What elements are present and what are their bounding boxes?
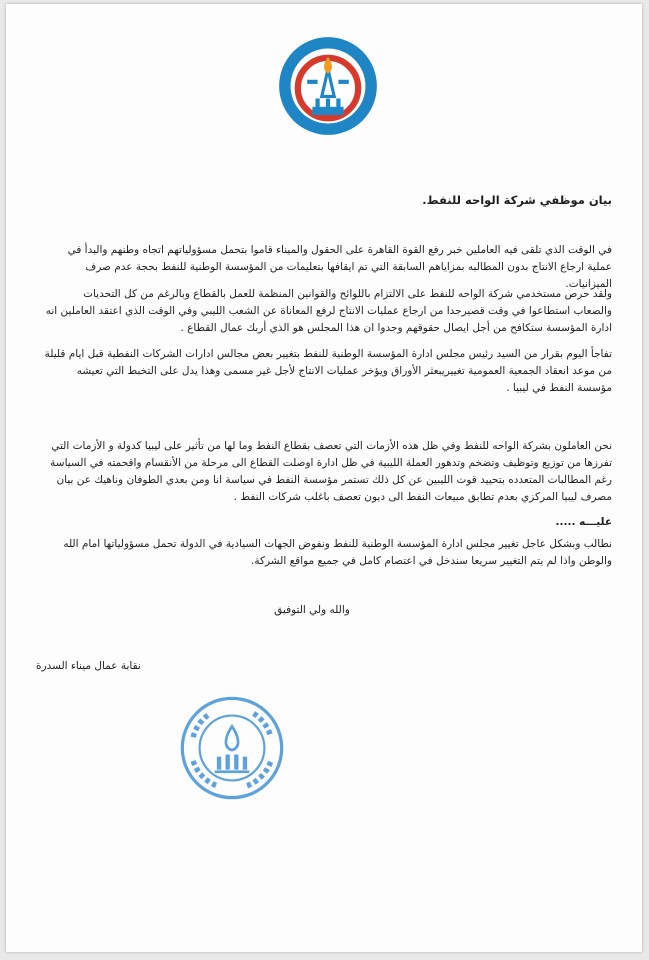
stamp-seal-icon bbox=[178, 694, 286, 802]
paragraph-4: نحن العاملون بشركة الواحه للنفط وفي ظل هذه الأزمات التي تعصف بقطاع النفط وما لها من تأثير على ليبيا كدولة و الأزمات التي تفرزها من توزيع وتوظيف وتضخم وتدهور العملة الليبية في ظل ادارة اوصلت القطاع الى مرحلة من الأنقسام واقحمته في السياسة رغم المطالبات المتعدده بتحييد قوت الليبين عن كل ذلك تستمر مؤسسة النفط في سياسة انا ومن بعدي الطوفان وناهيك عن بيان مصرف ليبيا المركزي بعدم تطابق مبيعات النفط الى ديون تعصف باغلب شركات النفط . bbox=[50, 440, 612, 503]
closing-phrase: والله ولي التوفيق bbox=[274, 604, 350, 616]
signature-line: نقابة عمال ميناء السدرة bbox=[36, 660, 141, 672]
document-page bbox=[6, 4, 642, 952]
therefore-heading: عليـــه ..... bbox=[555, 516, 612, 528]
demand-paragraph: نطالب وبشكل عاجل تغيير مجلس ادارة المؤسسة الوطنية للنفط ونفوض الجهات السيادية في الدولة تحمل مسؤولياتها امام الله والوطن واذا لم يتم التغيير سريعا سندخل في اعتصام كامل في جميع مواقع الشركة. bbox=[63, 538, 612, 567]
union-stamp bbox=[178, 694, 286, 802]
paragraph-2: ولقد حرص مستخدمي شركة الواحه للنفط على الالتزام باللوائح والقوانين المنظمة للعمل بالقطاع وبالرغم من كل التحديات والصعاب استطاعوا في وقت قصيرجدا من ارجاع عمليات الانتاج لرفع المعاناة عن الشعب الليبي وفي الوقت الذي اعتقد العاملين انه ادارة المؤسسة ستكافح من أجل ايصال حقوقهم وجدوا ان هذا المجلس هو الذي أربك عمال القطاع . bbox=[45, 288, 612, 334]
company-logo bbox=[276, 34, 380, 138]
paragraph-3: تفاجأ اليوم بقرار من السيد رئيس مجلس ادارة المؤسسة الوطنية للنفط بتغيير بعض مجالس ادارات الشركات النفطية قبل ايام قليلة من موعد انعقاد الجمعية العمومية تغييريبعثر الأوراق ويؤخر عمليات الانتاج لأجل غير مسمى وهذا يدل على التخبط التي تعيشه مؤسسة النفط في ليبيا . bbox=[44, 348, 612, 394]
oil-company-emblem-icon bbox=[276, 34, 380, 138]
document-title: بيان موظفي شركة الواحه للنفط. bbox=[422, 193, 612, 207]
paragraph-1: في الوقت الذي تلقى فيه العاملين خبر رفع القوة القاهرة على الحقول والميناء قاموا بتحمل مسؤولياتهم اتجاه وطنهم والبدأ في عملية ارجاع الانتاج بدون المطالبه بمزاياهم السابقة التي تم ايقافها بتعليمات من المؤسسة الوطنية للنفط بحجة عدم صرف الميزانيات. bbox=[67, 244, 612, 290]
